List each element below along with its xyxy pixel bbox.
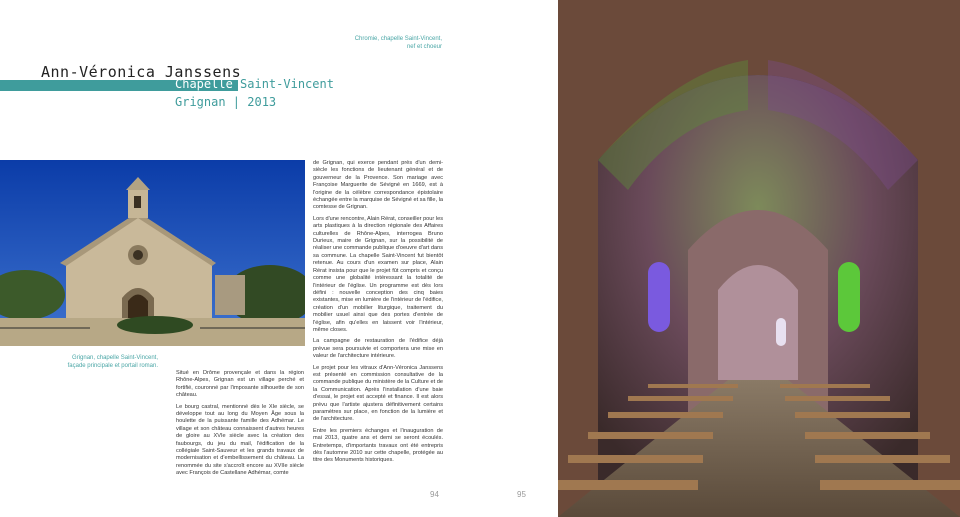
paragraph: Le bourg castral, mentionné dès le XIe siècle, se développe tout au long du Moyen Âge sous la houlette de la puissante famille des Adhémar. Le village et son château connaissent d'autres heures de gloire au XVIe siècle avec la création des faubourgs, du jeu du mail, l'édification de la collégiale Saint-Sauveur et les grands travaux de modernisation et d'embellissement du château. La renommée du site s'accroît encore au XVIIe siècle avec François de Castellane Adhémar, comte (176, 403, 304, 477)
chapel-facade-photo (0, 160, 305, 346)
text-column-right (313, 160, 443, 469)
paragraph: Le projet pour les vitraux d'Ann-Véronica Janssens est présenté en commission consultative de la commande publique du ministère de la Culture et de la Communication. Après l'installation d'une baie d'essai, le projet est accepté et finance. Il est alors prévu que l'artiste ajustera définitivement certains paramètres sur place, en fonction de la lumière et de l'architecture. (313, 364, 443, 423)
photo-caption-line: façade principale et portail roman. (67, 362, 158, 369)
text-column-middle (176, 370, 304, 482)
paragraph: de Grignan, qui exerce pendant près d'un demi-siècle les fonctions de lieutenant général et de gouverneur de la Provence. Son mariage avec Françoise Marguerite de Sévigné en 1669, est à l'origine de la célèbre correspondance épistolaire échangée entre la marquise de Sévigné et sa fille, la comtesse de Grignan. (313, 160, 443, 211)
author-name: Ann-Véronica Janssens (41, 63, 242, 81)
chapel-interior-photo (558, 0, 960, 517)
photo-caption-line: Grignan, chapelle Saint-Vincent, (72, 355, 158, 361)
title-line-1 (175, 77, 334, 91)
title-line-2: Grignan | 2013 (175, 95, 277, 109)
paragraph: La campagne de restauration de l'édifice déjà prévue sera poursuivie et comportera une mise en valeur de l'architecture intérieure. (313, 338, 443, 360)
paragraph: Situé en Drôme provençale et dans la région Rhône-Alpes, Grignan est un village perché et fortifié, couronné par l'imposante silhouette de son château. (176, 370, 304, 399)
page-number-left: 94 (430, 490, 439, 499)
page-number-right: 95 (517, 490, 526, 499)
top-caption-line: nef et choeur (406, 43, 442, 50)
title-word-1: Chapelle (175, 77, 233, 91)
top-caption (292, 36, 442, 51)
title-word-2: Saint-Vincent (240, 77, 334, 91)
photo-caption (30, 355, 158, 370)
paragraph: Lors d'une rencontre, Alain Rérat, conseiller pour les arts plastiques à la direction régionale des Affaires culturelles de Rhône-Alpes, interrogea Bruno Durieux, maire de Grignan, sur la possibilité de réaliser une commande publique d'oeuvre d'art dans sa commune. La chapelle Saint-Vincent fut bientôt retenue. Au cours d'un examen sur place, Alain Rérat insista pour que le projet fût compris et conçu comme une globalité intéressant la totalité de l'intérieur de l'église. Un programme est dès lors défini : nouvelle conception des cinq baies existantes, mise en lumière de l'intérieur de l'édifice, création d'un mobilier liturgique, traitement du mobilier usuel ainsi que des portes d'entrée de l'église, afin qu'elles en laissent voir l'intérieur, même closes. (313, 215, 443, 333)
top-caption-line: Chromie, chapelle Saint-Vincent, (354, 36, 442, 42)
paragraph: Entre les premiers échanges et l'inauguration de mai 2013, quatre ans et demi se seront écoulés. Entretemps, d'importants travaux ont été entrepris dès l'automne 2010 sur cette chapelle, protégée au titre des Monuments historiques. (313, 427, 443, 464)
